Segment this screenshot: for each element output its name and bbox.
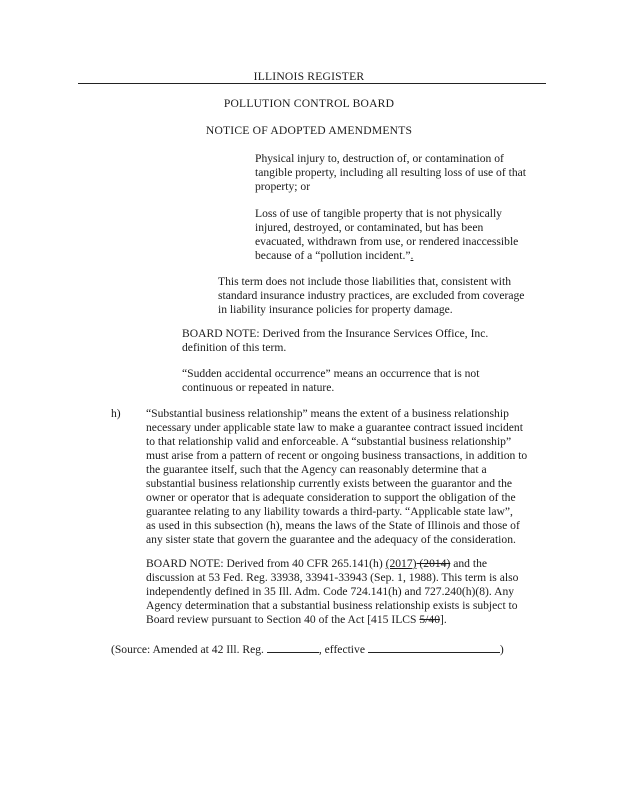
effective-date-blank xyxy=(368,641,500,653)
board-title: POLLUTION CONTROL BOARD xyxy=(223,97,395,110)
loss-of-use-definition: Loss of use of tangible property that is not physically injured, destroyed, or contaminated, but has been evacuated, withdrawn from use, or rendered inaccessible because of a “pollution incident.”. xyxy=(255,207,519,262)
sudden-occurrence-definition: “Sudden accidental occurrence” means an occurrence that is not continuous or repeated in nature. xyxy=(182,367,480,394)
source-line: (Source: Amended at 42 Ill. Reg. , effective ) xyxy=(111,643,504,656)
exclusion-paragraph: This term does not include those liabilities that, consistent with standard insurance industry practices, are excluded from coverage in liability insurance policies for property damage. xyxy=(218,275,525,316)
subsection-label: h) xyxy=(111,407,121,420)
inserted-year: (2017) xyxy=(385,557,417,570)
board-note-insurance: BOARD NOTE: Derived from the Insurance Services Office, Inc. definition of this term. xyxy=(182,327,489,354)
register-page-blank xyxy=(267,641,319,653)
substantial-relationship-definition: “Substantial business relationship” means the extent of a business relationship necessary under applicable state law to make a guarantee contract issued incident to that relationship valid and enforceable. A “substantial business relationship” must arise from a pattern of recent or ongoing business transactions, in addition to the guarantee itself, such that the Agency can reasonably determine that a substantial business relationship currently exists between the guarantor and the owner or operator that is adequate consideration to support the obligation of the guarantee relating to any liability towards a third-party. “Applicable state law”, as used in this subsection (h), means the laws of the State of Illinois and those of any sister state that govern the guarantee and the adequacy of the consideration. xyxy=(146,407,528,546)
inserted-period: . xyxy=(410,249,414,262)
board-note-cfr: BOARD NOTE: Derived from 40 CFR 265.141(h) (2017) (2014) and the discussion at 53 Fed. Reg. 33938, 33941-33943 (Sep. 1, 1988). This term is also independently defined in 35 Ill. Adm. Code 724.141(h) and 727.240(h)(8). Any Agency determination that a substantial business relationship exists is subject to Board review pursuant to Section 40 of the Act [415 ILCS 5/40]. xyxy=(146,557,519,626)
header-rule xyxy=(78,83,546,84)
register-title: ILLINOIS REGISTER xyxy=(253,70,365,83)
injury-definition: Physical injury to, destruction of, or contamination of tangible property, including all resulting loss of use of that property; or xyxy=(255,152,527,193)
notice-title: NOTICE OF ADOPTED AMENDMENTS xyxy=(205,124,413,137)
deleted-citation: 5/40 xyxy=(419,613,440,626)
deleted-year: (2014) xyxy=(416,557,451,570)
